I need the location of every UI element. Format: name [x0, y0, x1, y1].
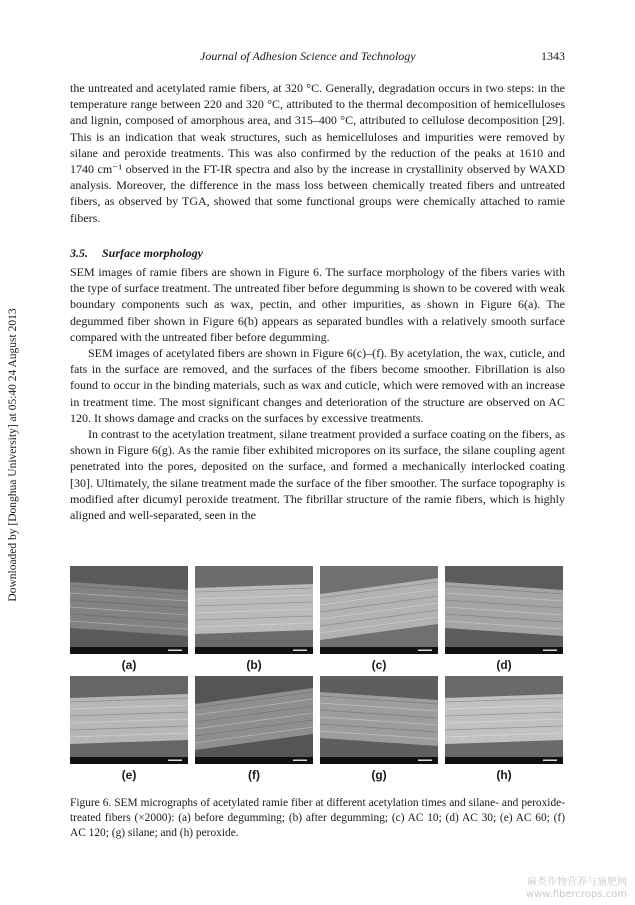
sem-micrograph — [320, 676, 438, 764]
paragraph: In contrast to the acetylation treatment, silane treatment provided a surface coating on the fibers, as shown in Figure 6(g). As the ramie fiber exhibited micropores on its surface, the silane coupling agent penetrated into the pores, deposited on the surface, and formed a mechanically interlocked coating [30]. Ultimately, the silane treatment made the surface of the fiber smoother. The surface topography is modified after dicumyl peroxide treatment. The fibrillar structure of the ramie fibers, which is highly aligned and well-separated, seen in the — [70, 427, 565, 523]
panel-label: (f) — [248, 768, 260, 782]
paragraph: SEM images of ramie fibers are shown in Figure 6. The surface morphology of the fibers varies with the type of surface treatment. The untreated fiber before degumming is shown to be covered with weak boundary components such as wax, pectin, and other impurities, as shown in Figure 6(a). The degummed fiber shown in Figure 6(b) appears as separated bundles with a relatively smooth surface compared with the untreated fiber before degumming. — [70, 265, 565, 344]
download-notice-text: Downloaded by [Donghua University] at 05:40 24 August 2013 — [7, 308, 19, 602]
sem-micrograph — [70, 676, 188, 764]
panel-label: (a) — [121, 658, 137, 672]
watermark — [526, 877, 627, 901]
section-title: Surface morphology — [102, 246, 204, 260]
panel-label: (e) — [121, 768, 137, 782]
figure-6 — [70, 566, 565, 786]
sem-micrograph — [445, 566, 563, 654]
paragraph: SEM images of acetylated fibers are shown in Figure 6(c)–(f). By acetylation, the wax, cuticle, and fats in the surface are removed, and the surfaces of the fibers become smoother. Fibrillation is also found to occur in the binding materials, such as wax and cuticle, which were removed with an increase in treatment time. The most significant changes and deterioration of the structure are observed on AC 120. It shows damage and cracks on the surfaces by excessive treatments. — [70, 346, 565, 425]
watermark-line-2: www.fibercrops.com — [525, 889, 627, 900]
paragraph: the untreated and acetylated ramie fibers, at 320 °C. Generally, degradation occurs in two steps: in the temperature range between 220 and 320 °C, attributed to the thermal decomposition of hemicelluloses and lignin, composed of amorphous area, and 315–400 °C, attributed to cellulose decomposition [29]. This is an indication that weak structures, such as hemicelluloses and impurities were removed by silane and peroxide treatments. This was also confirmed by the reduction of the peaks at 1610 and 1740 cm⁻¹ observed in the FT-IR spectra and also by the increase in crystallinity observed by WAXD analysis. Moreover, the difference in the mass loss between chemically treated fibers and untreated fibers, as observed by TGA, showed that some functional groups were chemically attached to ramie fibers. — [70, 81, 565, 225]
sem-micrograph — [445, 676, 563, 764]
sem-micrograph — [195, 566, 313, 654]
body-text-section — [70, 264, 565, 523]
journal-title: Journal of Adhesion Science and Technology — [200, 49, 416, 63]
panel-label: (c) — [371, 658, 387, 672]
panel-label: (d) — [496, 658, 512, 672]
running-header — [70, 49, 565, 65]
sem-micrograph — [70, 566, 188, 654]
figure-caption: Figure 6. SEM micrographs of acetylated ramie fiber at different acetylation times and silane- and peroxide-treated fibers (×2000): (a) before degumming; (b) after degumming; (c) AC 10; (d) AC 30; (e) AC 60; (f) AC 120; (g) silane; and (h) peroxide. — [70, 797, 565, 839]
sem-micrograph — [320, 566, 438, 654]
panel-label: (h) — [496, 768, 512, 782]
download-notice — [6, 290, 20, 620]
page-number: 1343 — [541, 49, 565, 63]
sem-micrograph — [195, 676, 313, 764]
panel-label: (b) — [246, 658, 262, 672]
panel-label: (g) — [371, 768, 387, 782]
watermark-line-1: 麻类作物营养与施肥网 — [527, 877, 627, 888]
body-text-top — [70, 80, 565, 226]
section-number: 3.5. — [70, 246, 88, 260]
section-heading — [70, 246, 203, 261]
